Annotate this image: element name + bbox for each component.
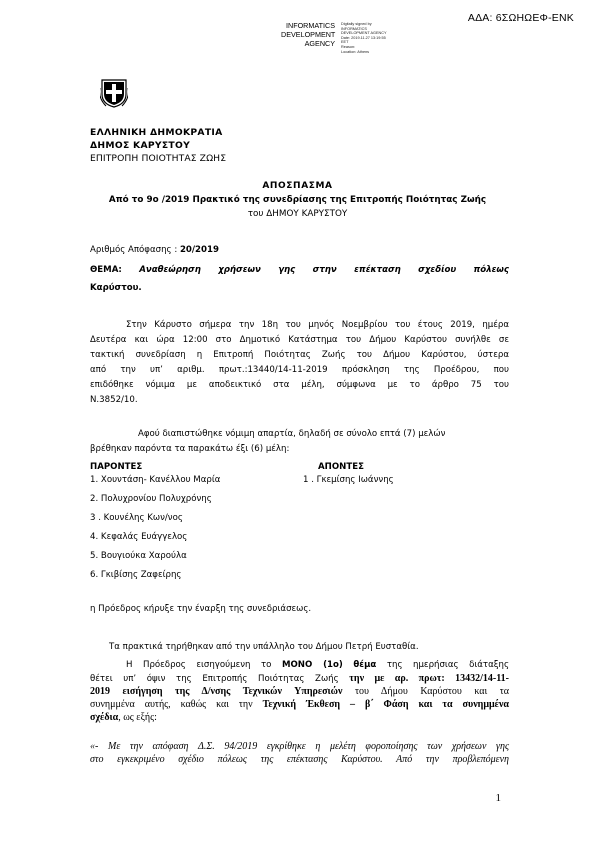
stamp-detail: Reason: <box>341 44 356 49</box>
subject-text: Αναθεώρηση χρήσεων γης στην επέκταση σχεδίου πόλεως <box>139 265 509 275</box>
extract-subtitle-text: Από το 9ο /2019 Πρακτικό της συνεδρίασης της Επιτροπής Ποιότητας Ζωής <box>108 195 487 205</box>
present-member: 2. Πολυχρονίου Πολυχρόνης <box>90 494 212 504</box>
decision-number <box>90 244 219 257</box>
stamp-detail: EET <box>341 40 349 45</box>
greek-emblem-icon <box>100 78 128 108</box>
present-member: 3 . Κουνέλης Κων/νος <box>90 513 183 523</box>
ada-code: ΑΔΑ: 6ΣΩΗΩΕΦ-ΕΝΚ <box>467 12 574 24</box>
present-member: 5. Βουγιούκα Χαρούλα <box>90 551 187 561</box>
body-highlight: σχέδια <box>90 712 119 723</box>
body-highlight: ΜΟΝΟ (1ο) <box>281 660 343 670</box>
extract-subtitle <box>0 195 595 205</box>
header-municipality: ΔΗΜΟΣ ΚΑΡΥΣΤΟΥ <box>90 140 191 151</box>
body-highlight: 2019 εισήγηση της Δ/νσης Τεχνικών Υπηρεσιών <box>90 686 343 697</box>
stamp-detail: DEVELOPMENT AGENCY <box>341 31 387 36</box>
stamp-detail: Location: Athens <box>341 49 370 54</box>
extract-subtitle-municipality <box>0 209 595 219</box>
stamp-line: DEVELOPMENT <box>281 30 336 39</box>
stamp-detail: Date: 2019.11.27 13:19:55 <box>341 35 386 40</box>
intro-line: Δευτέρα και ώρα 12:00 στο Δημοτικό Κατάστημα του Δήμου Καρύστου συνήλθε σε <box>90 335 509 345</box>
decision-number-value: 20/2019 <box>179 245 219 255</box>
body-highlight: Τεχνική Έκθεση – β΄ Φάση και τα συνημμένα <box>262 699 509 710</box>
present-member: 1. Χουντάση- Κανέλλου Μαρία <box>90 475 221 485</box>
body-text: θέτει υπ’ όψιν της Επιτροπής Ποιότητας Ζωής <box>90 674 339 684</box>
stamp-line: INFORMATICS <box>286 21 335 30</box>
body-text: του Δήμου Καρύστου και τα <box>354 686 509 697</box>
body-line <box>90 672 509 686</box>
quote-line: «- Με την απόφαση Δ.Σ. 94/2019 εγκρίθηκε η μελέτη φοροποίησης των χρήσεων γης <box>90 741 509 752</box>
signature-stamp-details <box>341 22 387 54</box>
stamp-detail: Digitally signed by <box>341 22 372 26</box>
stamp-detail: INFORMATICS <box>341 26 367 31</box>
stamp-line: AGENCY <box>304 39 335 48</box>
header-committee: ΕΠΙΤΡΟΠΗ ΠΟΙΟΤΗΤΑΣ ΖΩΗΣ <box>90 153 227 164</box>
quorum-line: Αφού διαπιστώθηκε νόμιμη απαρτία, δηλαδή σε σύνολο επτά (7) μελών <box>138 429 446 439</box>
signature-stamp-name <box>281 21 335 48</box>
intro-line: Ν.3852/10. <box>90 395 138 405</box>
intro-line: από την υπ’ αριθμ. πρωτ.:13440/14-11-2019 πρόσκληση της Προέδρου, που <box>90 365 509 375</box>
intro-line: επιδόθηκε νόμιμα με αποδεικτικό στα μέλη, σύμφωνα με το άρθρο 75 του <box>90 380 509 390</box>
subject-continuation: Καρύστου. <box>90 283 142 293</box>
body-line <box>126 659 509 672</box>
body-text: Η Πρόεδρος εισηγούμενη το <box>126 660 272 670</box>
quote-line: στο εγκεκριμένο σχέδιο πόλεως της επέκτασης Καρύστου. Από την προβλεπόμενη <box>90 754 509 765</box>
extract-title: ΑΠΟΣΠΑΣΜΑ <box>262 181 333 191</box>
present-member: 4. Κεφαλάς Ευάγγελος <box>90 532 188 542</box>
body-line <box>90 698 509 711</box>
absent-member: 1 . Γκεμίσης Ιωάννης <box>303 475 394 485</box>
page-number: 1 <box>495 792 501 804</box>
present-header: ΠΑΡΟΝΤΕΣ <box>90 462 143 472</box>
extract-subtitle-municipality-text: του ΔΗΜΟΥ ΚΑΡΥΣΤΟΥ <box>247 209 348 219</box>
body-text: της ημερήσιας διάταξης <box>386 660 510 670</box>
body-line <box>90 685 509 698</box>
subject-label: ΘΕΜΑ: <box>90 265 122 275</box>
body-text: , ως εξής: <box>118 712 157 723</box>
absent-header: ΑΠΟΝΤΕΣ <box>318 462 364 472</box>
intro-line: Στην Κάρυστο σήμερα την 18η του μηνός Νοεμβρίου του έτους 2019, ημέρα <box>126 320 509 330</box>
body-highlight: θέμα <box>353 660 377 670</box>
intro-line: τακτική συνεδρίαση η Επιτροπή Ποιότητας Ζωής του Δήμου Καρύστου, ύστερα <box>90 350 509 360</box>
decision-number-label: Αριθμός Απόφασης : <box>90 245 178 255</box>
quorum-line: βρέθηκαν παρόντα τα παρακάτω έξι (6) μέλη: <box>90 444 290 454</box>
decision-subject <box>90 264 509 277</box>
session-opening: η Πρόεδρος κήρυξε την έναρξη της συνεδριάσεως. <box>90 604 312 614</box>
body-line <box>90 711 157 724</box>
header-republic: ΕΛΛΗΝΙΚΗ ΔΗΜΟΚΡΑΤΙΑ <box>90 127 223 138</box>
present-member: 6. Γκιβίσης Ζαφείρης <box>90 570 182 580</box>
body-highlight: την με αρ. πρωτ: 13432/14-11- <box>349 673 509 684</box>
body-text: συνημμένα αυτής, καθώς και την <box>90 699 253 710</box>
minutes-keeper: Τα πρακτικά τηρήθηκαν από την υπάλληλο του Δήμου Πετρή Ευσταθία. <box>109 642 419 652</box>
